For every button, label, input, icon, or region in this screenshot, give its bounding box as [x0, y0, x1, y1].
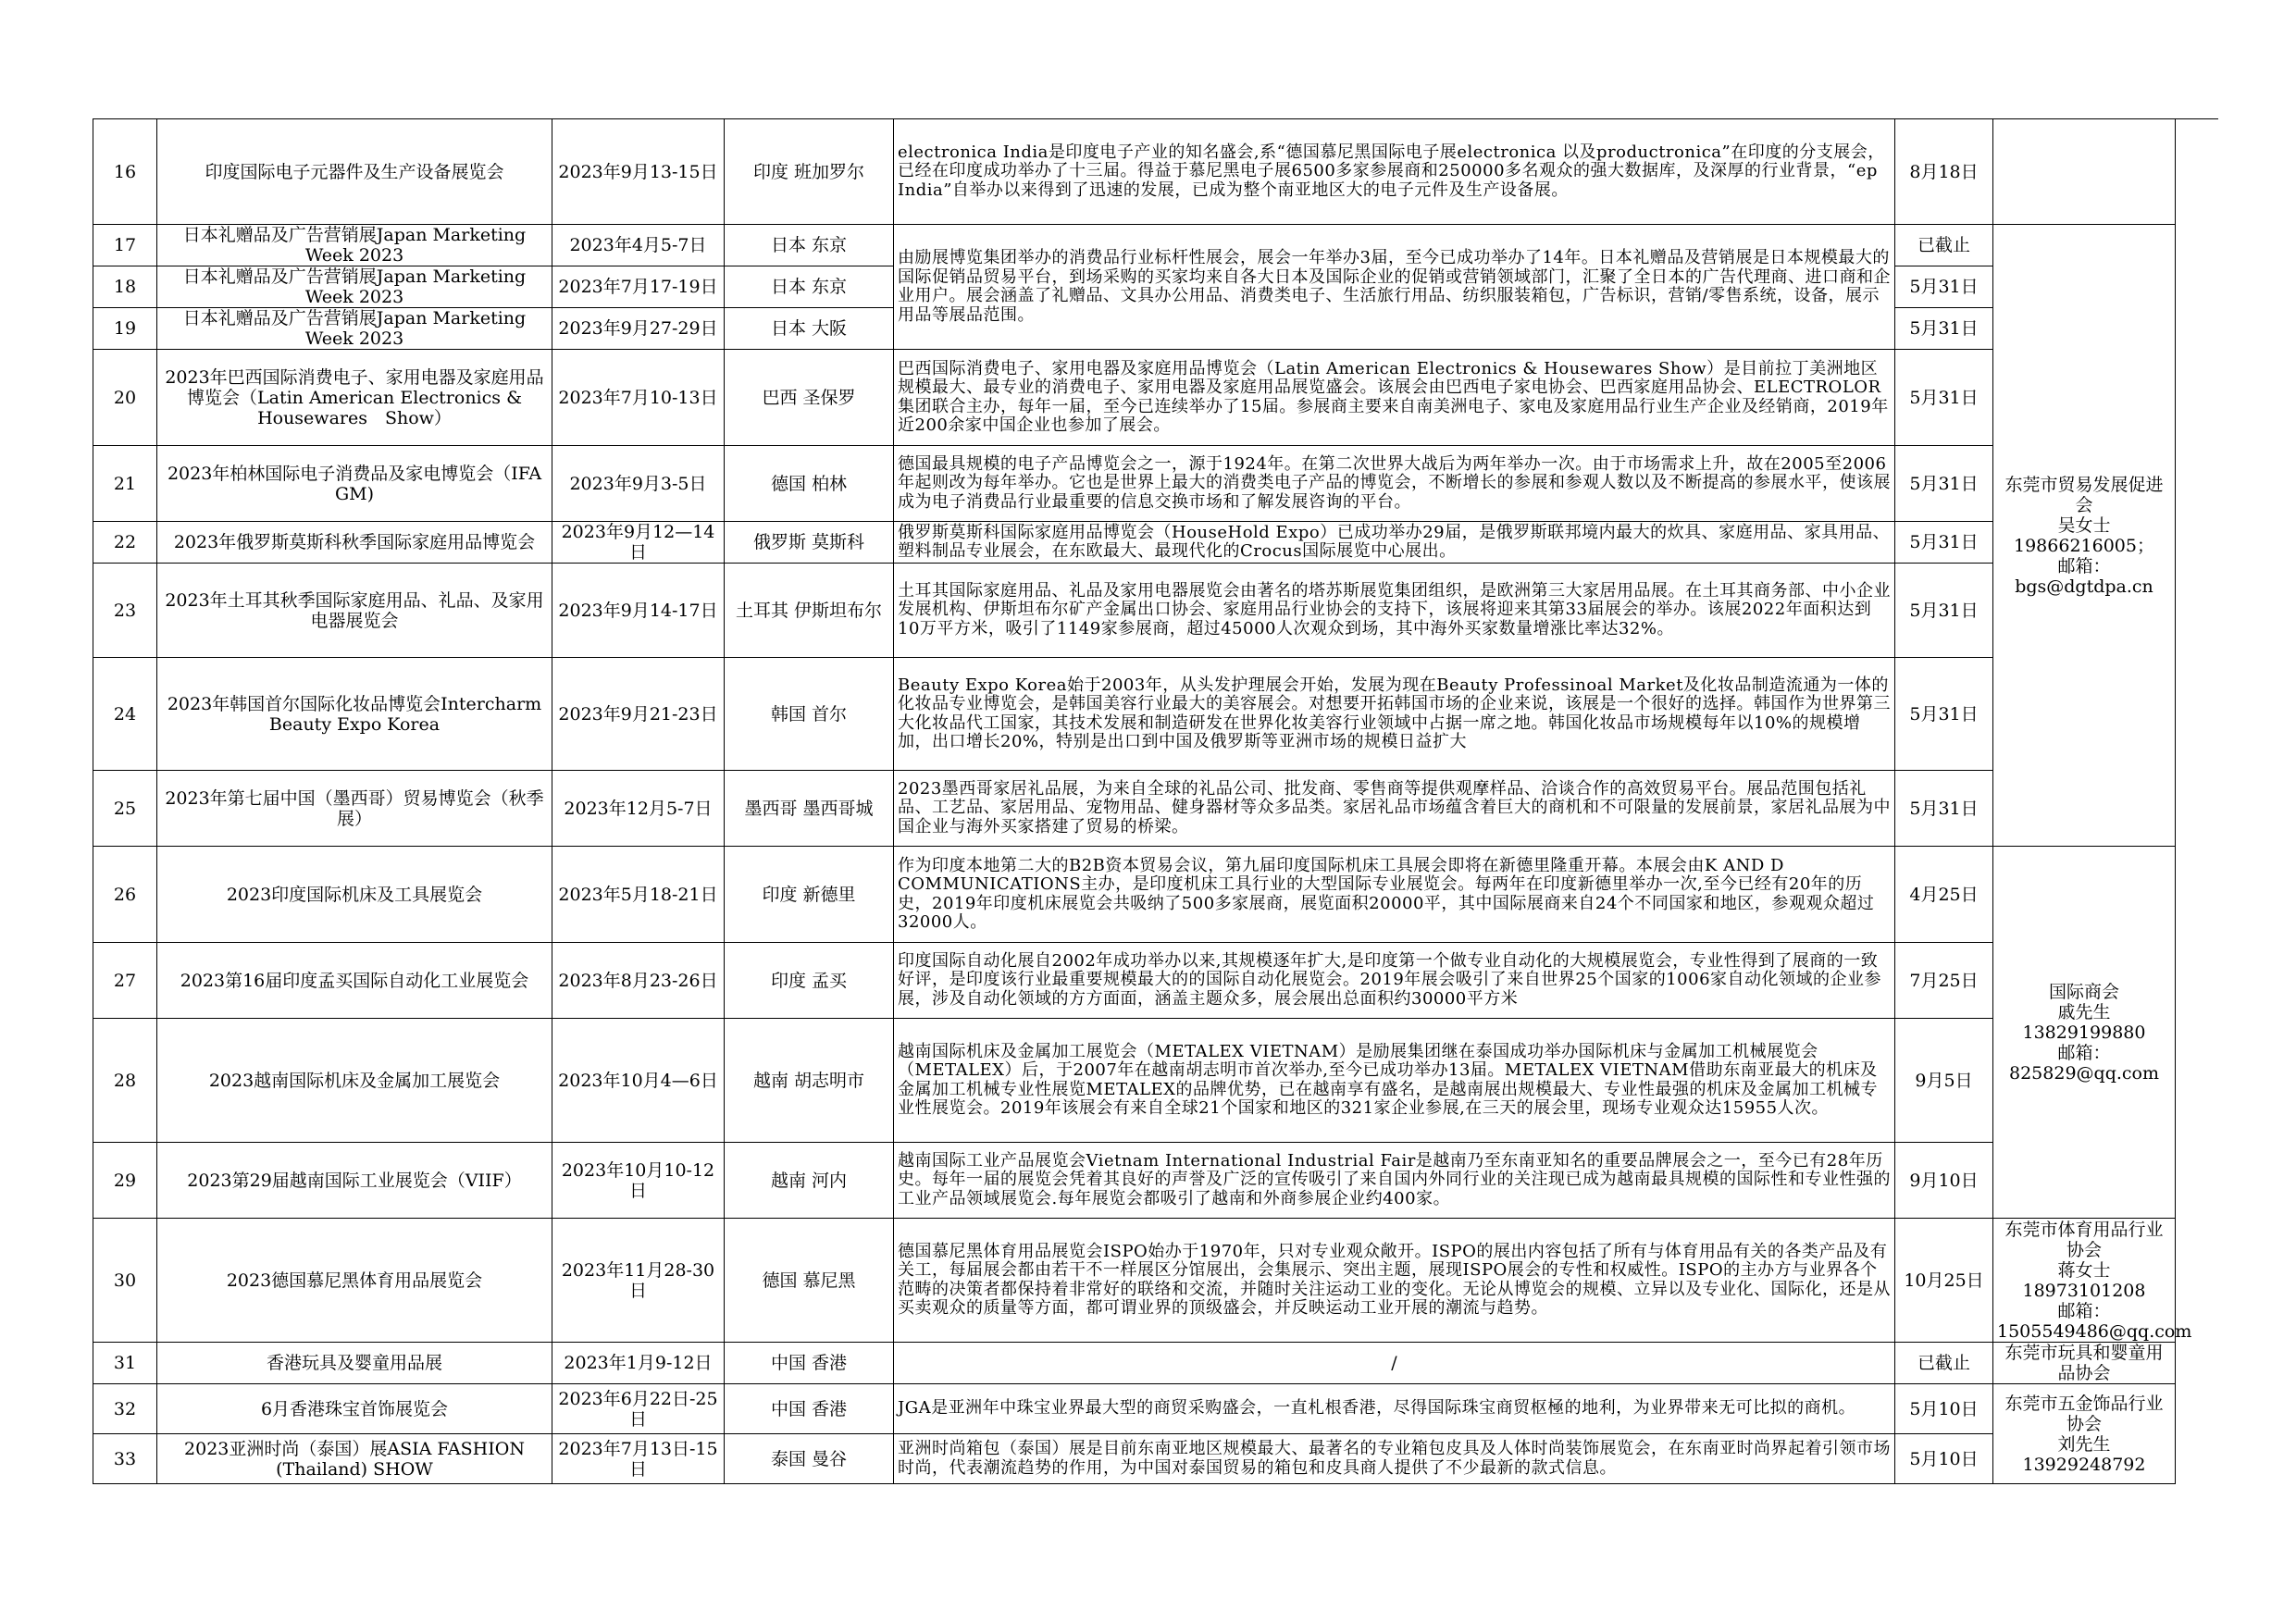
registration-deadline: 5月31日 — [1895, 771, 1993, 847]
contact-email-label: 邮箱： — [2057, 1042, 2111, 1063]
exhibition-description: 2023墨西哥家居礼品展，为来自全球的礼品公司、批发商、零售商等提供观摩样品、洽谈合作的高效贸易平台。展品范围包括礼品、工艺品、家居用品、宠物用品、健身器材等众多品类。家居礼品市场蕴含着巨大的商机和不可限量的发展前景，家居礼品展为中国企业与海外买家搭建了贸易的桥梁。 — [894, 771, 1895, 847]
row-number: 17 — [93, 225, 157, 266]
exhibition-name: 2023德国慕尼黑体育用品展览会 — [157, 1219, 552, 1343]
exhibition-name: 日本礼赠品及广告营销展Japan Marketing Week 2023 — [157, 266, 552, 308]
exhibition-date: 2023年10月10-12日 — [552, 1143, 725, 1219]
exhibition-date: 2023年6月22日-25日 — [552, 1384, 725, 1434]
registration-deadline: 5月31日 — [1895, 522, 1993, 564]
registration-deadline: 5月31日 — [1895, 564, 1993, 658]
row-number: 24 — [93, 658, 157, 771]
exhibition-place: 巴西 圣保罗 — [725, 350, 894, 446]
table-row — [93, 446, 2218, 522]
contact-email-label: 邮箱： — [2057, 555, 2111, 576]
registration-deadline: 5月10日 — [1895, 1434, 1993, 1484]
exhibition-name: 2023第16届印度孟买国际自动化工业展览会 — [157, 943, 552, 1019]
registration-deadline: 10月25日 — [1895, 1219, 1993, 1343]
contact-chamber-of-commerce — [1993, 847, 2176, 1219]
contact-sports-association — [1993, 1219, 2192, 1343]
contact-org: 东莞市五金饰品行业协会 — [2004, 1393, 2164, 1434]
exhibition-description: / — [894, 1343, 1895, 1384]
registration-deadline: 已截止 — [1895, 1343, 1993, 1384]
exhibition-place: 印度 班加罗尔 — [725, 119, 894, 225]
exhibition-name: 2023年巴西国际消费电子、家用电器及家庭用品博览会（Latin American Electronics & Housewares Show） — [157, 350, 552, 446]
contact-trade-promotion — [1993, 225, 2176, 847]
table-row — [93, 847, 2218, 943]
row-number: 30 — [93, 1219, 157, 1343]
exhibition-name: 2023亚洲时尚（泰国）展ASIA FASHION (Thailand) SHOW — [157, 1434, 552, 1484]
exhibition-date: 2023年4月5-7日 — [552, 225, 725, 266]
contact-org: 东莞市贸易发展促进会 — [2004, 474, 2164, 515]
row-number: 31 — [93, 1343, 157, 1384]
exhibition-place: 德国 慕尼黑 — [725, 1219, 894, 1343]
contact-org: 国际商会 — [2048, 981, 2119, 1002]
exhibition-place: 日本 大阪 — [725, 308, 894, 350]
exhibition-date: 2023年9月12—14日 — [552, 522, 725, 564]
exhibition-place: 印度 新德里 — [725, 847, 894, 943]
registration-deadline: 9月5日 — [1895, 1019, 1993, 1143]
contact-person: 戚先生13829199880 — [2022, 1001, 2146, 1043]
table-row — [93, 658, 2218, 771]
exhibition-date: 2023年9月13-15日 — [552, 119, 725, 225]
exhibition-date: 2023年10月4—6日 — [552, 1019, 725, 1143]
exhibition-description: 越南国际工业产品展览会Vietnam International Industrial Fair是越南乃至东南亚知名的重要品牌展会之一，至今已有28年历史。每年一届的展览会凭着其良好的声誉及广泛的宣传吸引了来自国内外同行业的关注现已成为越南最具规模的国际性和专业性强的工业产品领域展览会.每年展览会都吸引了越南和外商参展企业约400家。 — [894, 1143, 1895, 1219]
exhibition-description: Beauty Expo Korea始于2003年，从头发护理展会开始，发展为现在Beauty Professinoal Market及化妆品制造流通为一体的化妆品专业博览会，是韩国美容行业最大的美容展会。对想要开拓韩国市场的企业来说，该展是一个很好的选择。韩国作为世界第三大化妆品代工国家，其技术发展和制造研发在世界化妆美容行业领域中占据一席之地。韩国化妆品市场规模每年以10%的规模增加，出口增长20%，特别是出口到中国及俄罗斯等亚洲市场的规模日益扩大 — [894, 658, 1895, 771]
table-row — [93, 1143, 2218, 1219]
table-row — [93, 1384, 2218, 1434]
exhibition-date: 2023年1月9-12日 — [552, 1343, 725, 1384]
exhibition-name: 2023年韩国首尔国际化妆品博览会Intercharm Beauty Expo Korea — [157, 658, 552, 771]
table-row — [93, 771, 2218, 847]
exhibition-date: 2023年7月10-13日 — [552, 350, 725, 446]
row-number: 22 — [93, 522, 157, 564]
exhibition-description: 德国慕尼黑体育用品展览会ISPO始办于1970年，只对专业观众敞开。ISPO的展出内容包括了所有与体育用品有关的各类产品及有关工，每届展会都由若干不一样展区分馆展出，会集展示、突出主题，展现ISPO展会的专性和权威性。ISPO的主办方与业界各个范畴的决策者都保持着非常好的联络和交流，并随时关注运动工业的变化。无论从博览会的规模、立异以及专业化、国际化，还是从买卖观众的质量等方面，都可谓业界的顶级盛会，并反映运动工业开展的潮流与趋势。 — [894, 1219, 1895, 1343]
contact-email: bgs@dgtdpa.cn — [2015, 576, 2153, 597]
exhibition-name: 6月香港珠宝首饰展览会 — [157, 1384, 552, 1434]
row-number: 25 — [93, 771, 157, 847]
table-row — [93, 1343, 2218, 1384]
exhibition-date: 2023年9月3-5日 — [552, 446, 725, 522]
exhibition-place: 德国 柏林 — [725, 446, 894, 522]
registration-deadline: 9月10日 — [1895, 1143, 1993, 1219]
contact-person: 吴女士 — [2057, 514, 2111, 536]
table-row — [93, 564, 2218, 658]
registration-deadline: 5月31日 — [1895, 308, 1993, 350]
exhibition-name: 2023越南国际机床及金属加工展览会 — [157, 1019, 552, 1143]
row-number: 33 — [93, 1434, 157, 1484]
exhibition-name: 2023年柏林国际电子消费品及家电博览会（IFA GM) — [157, 446, 552, 522]
contact-org: 东莞市玩具和婴童用品协会 — [2004, 1343, 2164, 1383]
contact-email: 825829@qq.com — [2009, 1062, 2159, 1084]
exhibition-date: 2023年5月18-21日 — [552, 847, 725, 943]
registration-deadline: 4月25日 — [1895, 847, 1993, 943]
contact-hardware-association — [1993, 1384, 2176, 1484]
table-row — [93, 1019, 2218, 1143]
table-row — [93, 119, 2218, 225]
table-row — [93, 1434, 2218, 1484]
exhibition-description: 作为印度本地第二大的B2B资本贸易会议，第九届印度国际机床工具展会即将在新德里隆重开幕。本展会由K AND D COMMUNICATIONS主办，是印度机床工具行业的大型国际专业展览会。每两年在印度新德里举办一次,至今已经有20年的历史，2019年印度机床展览会共吸纳了500多家展商，展览面积20000平，其中国际展商来自24个不同国家和地区，参观观众超过32000人。 — [894, 847, 1895, 943]
exhibition-description: electronica India是印度电子产业的知名盛会,系“德国慕尼黑国际电子展electronica 以及productronica”在印度的分支展会，已经在印度成功举办了十三届。得益于慕尼黑电子展6500多家参展商和250000多名观众的强大数据库，及深厚的行业背景，“ep India”自举办以来得到了迅速的发展，已成为整个南亚地区大的电子元件及生产设备展。 — [894, 119, 1895, 225]
exhibition-description: 德国最具规模的电子产品博览会之一，源于1924年。在第二次世界大战后为两年举办一次。由于市场需求上升，故在2005至2006年起则改为每年举办。它也是世界上最大的消费类电子产品的博览会，不断增长的参展和参观人数以及不断提高的参展水平，使该展成为电子消费品行业最重要的信息交换市场和了解发展咨询的平台。 — [894, 446, 1895, 522]
exhibition-place: 韩国 首尔 — [725, 658, 894, 771]
exhibition-name: 日本礼赠品及广告营销展Japan Marketing Week 2023 — [157, 225, 552, 266]
contact-blank — [1993, 119, 2176, 225]
contact-person: 刘先生13929248792 — [2022, 1433, 2146, 1475]
exhibition-date: 2023年12月5-7日 — [552, 771, 725, 847]
exhibition-date: 2023年7月17-19日 — [552, 266, 725, 308]
row-number: 18 — [93, 266, 157, 308]
exhibition-date: 2023年7月13日-15日 — [552, 1434, 725, 1484]
exhibition-date: 2023年8月23-26日 — [552, 943, 725, 1019]
sheet-margin — [2176, 119, 2218, 1484]
row-number: 20 — [93, 350, 157, 446]
exhibition-description: JGA是亚洲年中珠宝业界最大型的商贸采购盛会，一直札根香港，尽得国际珠宝商贸枢極的地利，为业界带来无可比拟的商机。 — [894, 1384, 1895, 1434]
exhibition-place: 泰国 曼谷 — [725, 1434, 894, 1484]
exhibition-place: 中国 香港 — [725, 1343, 894, 1384]
registration-deadline: 7月25日 — [1895, 943, 1993, 1019]
contact-email-label: 邮箱： — [2057, 1300, 2111, 1321]
table-row — [93, 522, 2218, 564]
exhibition-description: 土耳其国际家庭用品、礼品及家用电器展览会由著名的塔苏斯展览集团组织，是欧洲第三大家居用品展。在土耳其商务部、中小企业发展机构、伊斯坦布尔矿产金属出口协会、家庭用品行业协会的支持下，该展将迎来其第33届展会的举办。该展2022年面积达到10万平方米，吸引了1149家参展商，超过45000人次观众到场，其中海外买家数量增涨比率达32%。 — [894, 564, 1895, 658]
row-number: 32 — [93, 1384, 157, 1434]
contact-person: 蒋女士18973101208 — [2022, 1259, 2146, 1301]
exhibition-place: 土耳其 伊斯坦布尔 — [725, 564, 894, 658]
table-row — [93, 225, 2218, 266]
registration-deadline: 5月31日 — [1895, 266, 1993, 308]
exhibition-place: 越南 河内 — [725, 1143, 894, 1219]
exhibition-description: 亚洲时尚箱包（泰国）展是目前东南亚地区规模最大、最著名的专业箱包皮具及人体时尚装饰展览会，在东南亚时尚界起着引领市场时尚，代表潮流趋势的作用，为中国对泰国贸易的箱包和皮具商人提供了不少最新的款式信息。 — [894, 1434, 1895, 1484]
exhibition-name: 2023年第七届中国（墨西哥）贸易博览会（秋季展） — [157, 771, 552, 847]
registration-deadline: 5月31日 — [1895, 350, 1993, 446]
contact-toys-association — [1993, 1343, 2176, 1384]
exhibition-name: 2023年俄罗斯莫斯科秋季国际家庭用品博览会 — [157, 522, 552, 564]
exhibition-table — [93, 118, 2218, 1484]
registration-deadline: 5月10日 — [1895, 1384, 1993, 1434]
exhibition-date: 2023年9月27-29日 — [552, 308, 725, 350]
exhibition-date: 2023年11月28-30日 — [552, 1219, 725, 1343]
row-number: 23 — [93, 564, 157, 658]
exhibition-description: 由励展博览集团举办的消费品行业标杆性展会，展会一年举办3届，至今已成功举办了14年。日本礼赠品及营销展是日本规模最大的国际促销品贸易平台，到场采购的买家均来自各大日本及国际企业的促销或营销领域部门，汇聚了全日本的广告代理商、进口商和企业用户。展会涵盖了礼赠品、文具办公用品、消费类电子、生活旅行用品、纺织服装箱包，广告标识，营销/零售系统，设备，展示用品等展品范围。 — [894, 225, 1895, 350]
exhibition-description: 俄罗斯莫斯科国际家庭用品博览会（HouseHold Expo）已成功举办29届，是俄罗斯联邦境内最大的炊具、家庭用品、家具用品、塑料制品专业展会，在东欧最大、最现代化的Crocus国际展览中心展出。 — [894, 522, 1895, 564]
row-number: 28 — [93, 1019, 157, 1143]
row-number: 21 — [93, 446, 157, 522]
registration-deadline: 已截止 — [1895, 225, 1993, 266]
row-number: 19 — [93, 308, 157, 350]
exhibition-date: 2023年9月21-23日 — [552, 658, 725, 771]
registration-deadline: 5月31日 — [1895, 446, 1993, 522]
contact-phone: 19866216005； — [2014, 535, 2154, 556]
contact-org: 东莞市体育用品行业协会 — [2004, 1219, 2164, 1260]
exhibition-name: 印度国际电子元器件及生产设备展览会 — [157, 119, 552, 225]
exhibition-place: 俄罗斯 莫斯科 — [725, 522, 894, 564]
registration-deadline: 5月31日 — [1895, 658, 1993, 771]
exhibition-description: 巴西国际消费电子、家用电器及家庭用品博览会（Latin American Electronics & Housewares Show）是目前拉丁美洲地区规模最大、最专业的消费电子、家用电器及家庭用品展览盛会。该展会由巴西电子家电协会、巴西家庭用品协会、ELECTROLOR集团联合主办，每年一届，至今已连续举办了15届。参展商主要来自南美洲电子、家电及家庭用品行业生产企业及经销商，2019年近200余家中国企业也参加了展会。 — [894, 350, 1895, 446]
exhibition-place: 墨西哥 墨西哥城 — [725, 771, 894, 847]
exhibition-place: 越南 胡志明市 — [725, 1019, 894, 1143]
exhibition-date: 2023年9月14-17日 — [552, 564, 725, 658]
exhibition-place: 日本 东京 — [725, 225, 894, 266]
exhibition-name: 2023第29届越南国际工业展览会（VIIF） — [157, 1143, 552, 1219]
row-number: 26 — [93, 847, 157, 943]
exhibition-place: 印度 孟买 — [725, 943, 894, 1019]
exhibition-description: 越南国际机床及金属加工展览会（METALEX VIETNAM）是励展集团继在泰国成功举办国际机床与金属加工机械展览会（METALEX）后，于2007年在越南胡志明市首次举办,至今已成功举办13届。METALEX VIETNAM借助东南亚最大的机床及金属加工机械专业性展览METALEX的品牌优势，已在越南享有盛名，是越南展出规模最大、专业性最强的机床及金属加工机械专业性展览会。2019年该展会有来自全球21个国家和地区的321家企业参展,在三天的展会里，现场专业观众达15955人次。 — [894, 1019, 1895, 1143]
exhibition-description: 印度国际自动化展自2002年成功举办以来,其规模逐年扩大,是印度第一个做专业自动化的大规模展览会，专业性得到了展商的一致好评，是印度该行业最重要规模最大的的国际自动化展览会。2019年展会吸引了来自世界25个国家的1006家自动化领域的企业参展，涉及自动化领域的方方面面，涵盖主题众多，展会展出总面积约30000平方米 — [894, 943, 1895, 1019]
table-row — [93, 1219, 2218, 1343]
table-row — [93, 943, 2218, 1019]
exhibition-place: 日本 东京 — [725, 266, 894, 308]
exhibition-name: 日本礼赠品及广告营销展Japan Marketing Week 2023 — [157, 308, 552, 350]
exhibition-name: 2023印度国际机床及工具展览会 — [157, 847, 552, 943]
exhibition-name: 2023年土耳其秋季国际家庭用品、礼品、及家用电器展览会 — [157, 564, 552, 658]
table-row — [93, 350, 2218, 446]
row-number: 27 — [93, 943, 157, 1019]
row-number: 16 — [93, 119, 157, 225]
registration-deadline: 8月18日 — [1895, 119, 1993, 225]
exhibition-name: 香港玩具及婴童用品展 — [157, 1343, 552, 1384]
row-number: 29 — [93, 1143, 157, 1219]
exhibition-place: 中国 香港 — [725, 1384, 894, 1434]
contact-email: 1505549486@qq.com — [1997, 1320, 2192, 1342]
